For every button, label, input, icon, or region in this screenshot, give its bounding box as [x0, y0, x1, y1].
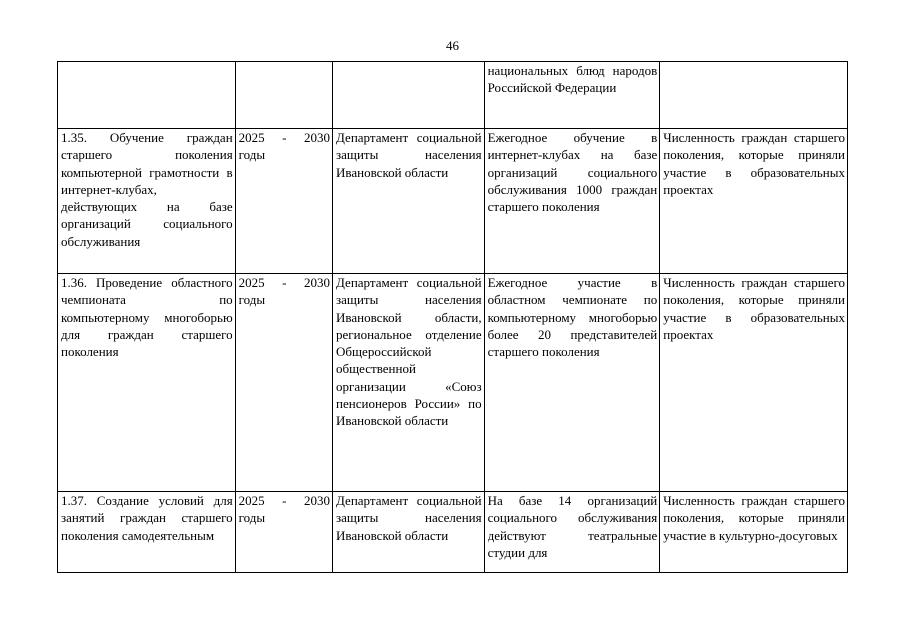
term-years	[239, 129, 330, 146]
cell-name: 1.35. Обучение граждан старшего поколения компьютерной грамотности в интернет-клубах, действующих на базе организаций социального обслуживания	[58, 129, 236, 274]
cell-result-text: На базе 14 организаций социального обслуживания действуют театральные студии для	[487, 493, 658, 560]
cell-executor	[333, 62, 485, 129]
term-unit: годы	[238, 147, 266, 163]
cell-name: 1.36. Проведение областного чемпионата по компьютерному многоборью для граждан старшего поколения	[58, 274, 236, 492]
cell-term	[235, 274, 332, 492]
term-dash: -	[282, 130, 287, 145]
term-dash: -	[282, 275, 287, 290]
term-start: 2025	[238, 493, 265, 508]
term-dash: -	[282, 493, 287, 508]
cell-executor: Департамент социальной защиты населения Ивановской области	[333, 129, 485, 274]
cell-indicator	[660, 62, 848, 129]
cell-result	[484, 492, 660, 573]
page-number: 46	[446, 38, 459, 53]
term-unit: годы	[238, 292, 266, 308]
term-end: 2030	[304, 493, 331, 508]
cell-name-text: 1.37. Создание условий для занятий граждан старшего поколения самодеятельным	[61, 493, 233, 543]
cell-indicator: Численность граждан старшего поколения, которые приняли участие в образовательных проектах	[660, 274, 848, 492]
cell-result: Ежегодное обучение в интернет-клубах на базе организаций социального обслуживания 1000 граждан старшего поколения	[484, 129, 660, 274]
cell-result: национальных блюд народов Российской Федерации	[484, 62, 660, 129]
term-start: 2025	[238, 275, 265, 290]
table-row	[58, 492, 848, 573]
cell-term	[235, 62, 332, 129]
cell-term	[235, 129, 332, 274]
term-years	[239, 492, 330, 509]
term-end: 2030	[304, 275, 331, 290]
term-end: 2030	[304, 130, 331, 145]
term-start: 2025	[238, 130, 265, 145]
term-unit: годы	[238, 510, 266, 526]
activities-table	[57, 61, 848, 573]
cell-executor	[333, 492, 485, 573]
cell-indicator: Численность граждан старшего поколения, которые приняли участие в образовательных проектах	[660, 129, 848, 274]
cell-indicator	[660, 492, 848, 573]
cell-name	[58, 62, 236, 129]
table-row	[58, 129, 848, 274]
cell-indicator-text: Численность граждан старшего поколения, которые приняли участие в культурно-досуговых	[663, 493, 845, 543]
cell-executor-text: Департамент социальной защиты населения Ивановской области	[336, 493, 482, 543]
cell-executor: Департамент социальной защиты населения Ивановской области, региональное отделение Общероссийской общественной организации «Союз пенсионеров России» по Ивановской области	[333, 274, 485, 492]
table-row	[58, 274, 848, 492]
cell-term	[235, 492, 332, 573]
table-row	[58, 62, 848, 129]
term-years	[239, 274, 330, 291]
cell-name	[58, 492, 236, 573]
cell-result: Ежегодное участие в областном чемпионате по компьютерному многоборью более 20 представителей старшего поколения	[484, 274, 660, 492]
